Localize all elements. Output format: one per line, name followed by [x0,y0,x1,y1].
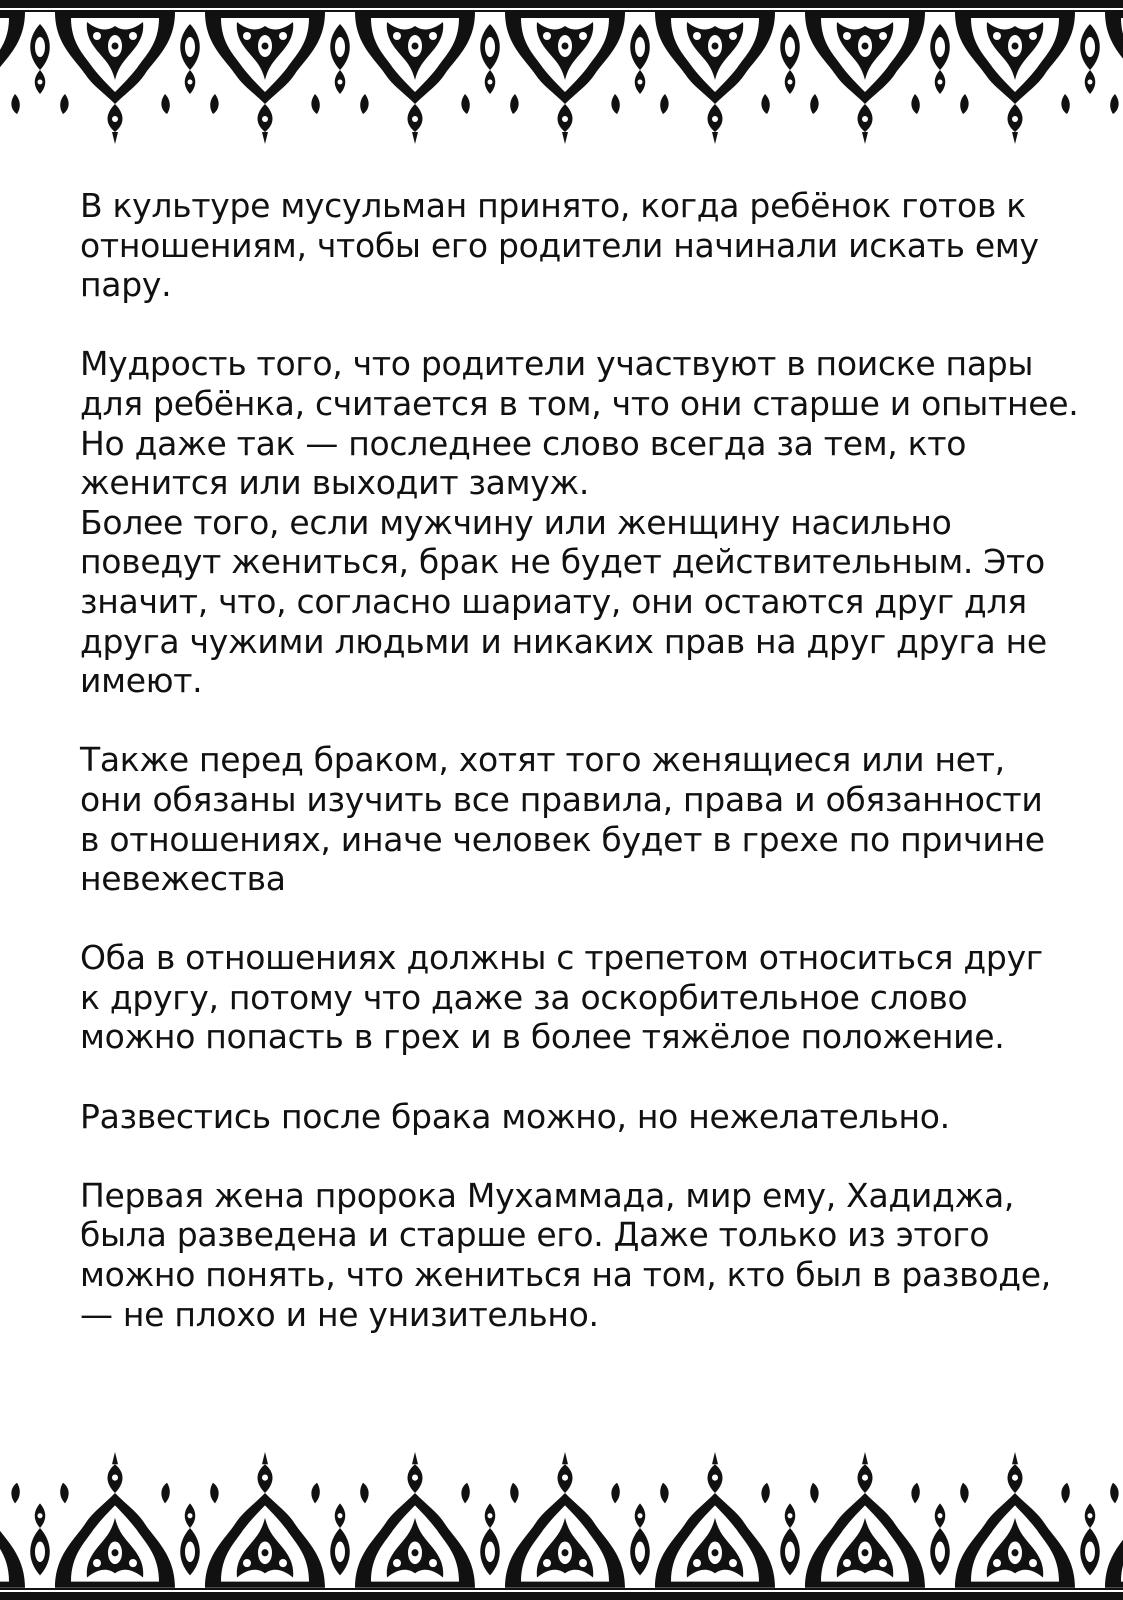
text-line: в отношениях, иначе человек будет в грехе по причине [80,819,1045,859]
paragraph-6 [80,1176,1090,1334]
text-line: Мудрость того, что родители участвуют в поиске пары [80,344,1034,384]
text-line: Но даже так — последнее слово всегда за тем, кто [80,423,967,463]
text-line: Также перед браком, хотят того женящиеся или нет, [80,740,1005,780]
text-line: Более того, если мужчину или женщину насильно [80,502,952,542]
article-body [80,186,1090,1334]
text-line: они обязаны изучить все правила, права и обязанности [80,779,1043,819]
text-line: Развестись после брака можно, но нежелательно. [80,1096,950,1136]
text-line: невежества [80,859,286,899]
text-line: женится или выходит замуж. [80,463,590,503]
text-line: Оба в отношениях должны с трепетом относиться друг [80,938,1043,978]
text-line: значит, что, согласно шариату, они остаются друг для [80,581,1027,621]
text-line: — не плохо и не унизительно. [80,1294,599,1334]
text-line: можно понять, что жениться на том, кто был в разводе, [80,1255,1051,1295]
text-line: была разведена и старше его. Даже только из этого [80,1215,990,1255]
text-line: отношениям, чтобы его родители начинали искать ему [80,225,1039,265]
text-line: Первая жена пророка Мухаммада, мир ему, Хадиджа, [80,1175,1015,1215]
paragraph-4 [80,938,1090,1057]
text-line: пару. [80,265,172,305]
paragraph-2 [80,344,1090,700]
text-line: к другу, потому что даже за оскорбительное слово [80,977,968,1017]
paragraph-5 [80,1097,1090,1137]
paragraph-3 [80,740,1090,898]
arabesque-ornament-icon [0,1425,1123,1600]
text-line: для ребёнка, считается в том, что они старше и опытнее. [80,383,1079,423]
text-line: имеют. [80,661,203,701]
top-ornament-border [0,0,1123,170]
text-line: поведут жениться, брак не будет действительным. Это [80,542,1045,582]
text-line: В культуре мусульман принято, когда ребёнок готов к [80,186,1026,225]
bottom-ornament-border [0,1425,1123,1600]
text-line: друга чужими людьми и никаких прав на друг друга не [80,621,1047,661]
text-line: можно попасть в грех и в более тяжёлое положение. [80,1017,1005,1057]
paragraph-1 [80,186,1090,305]
arabesque-ornament-icon [0,0,1123,170]
